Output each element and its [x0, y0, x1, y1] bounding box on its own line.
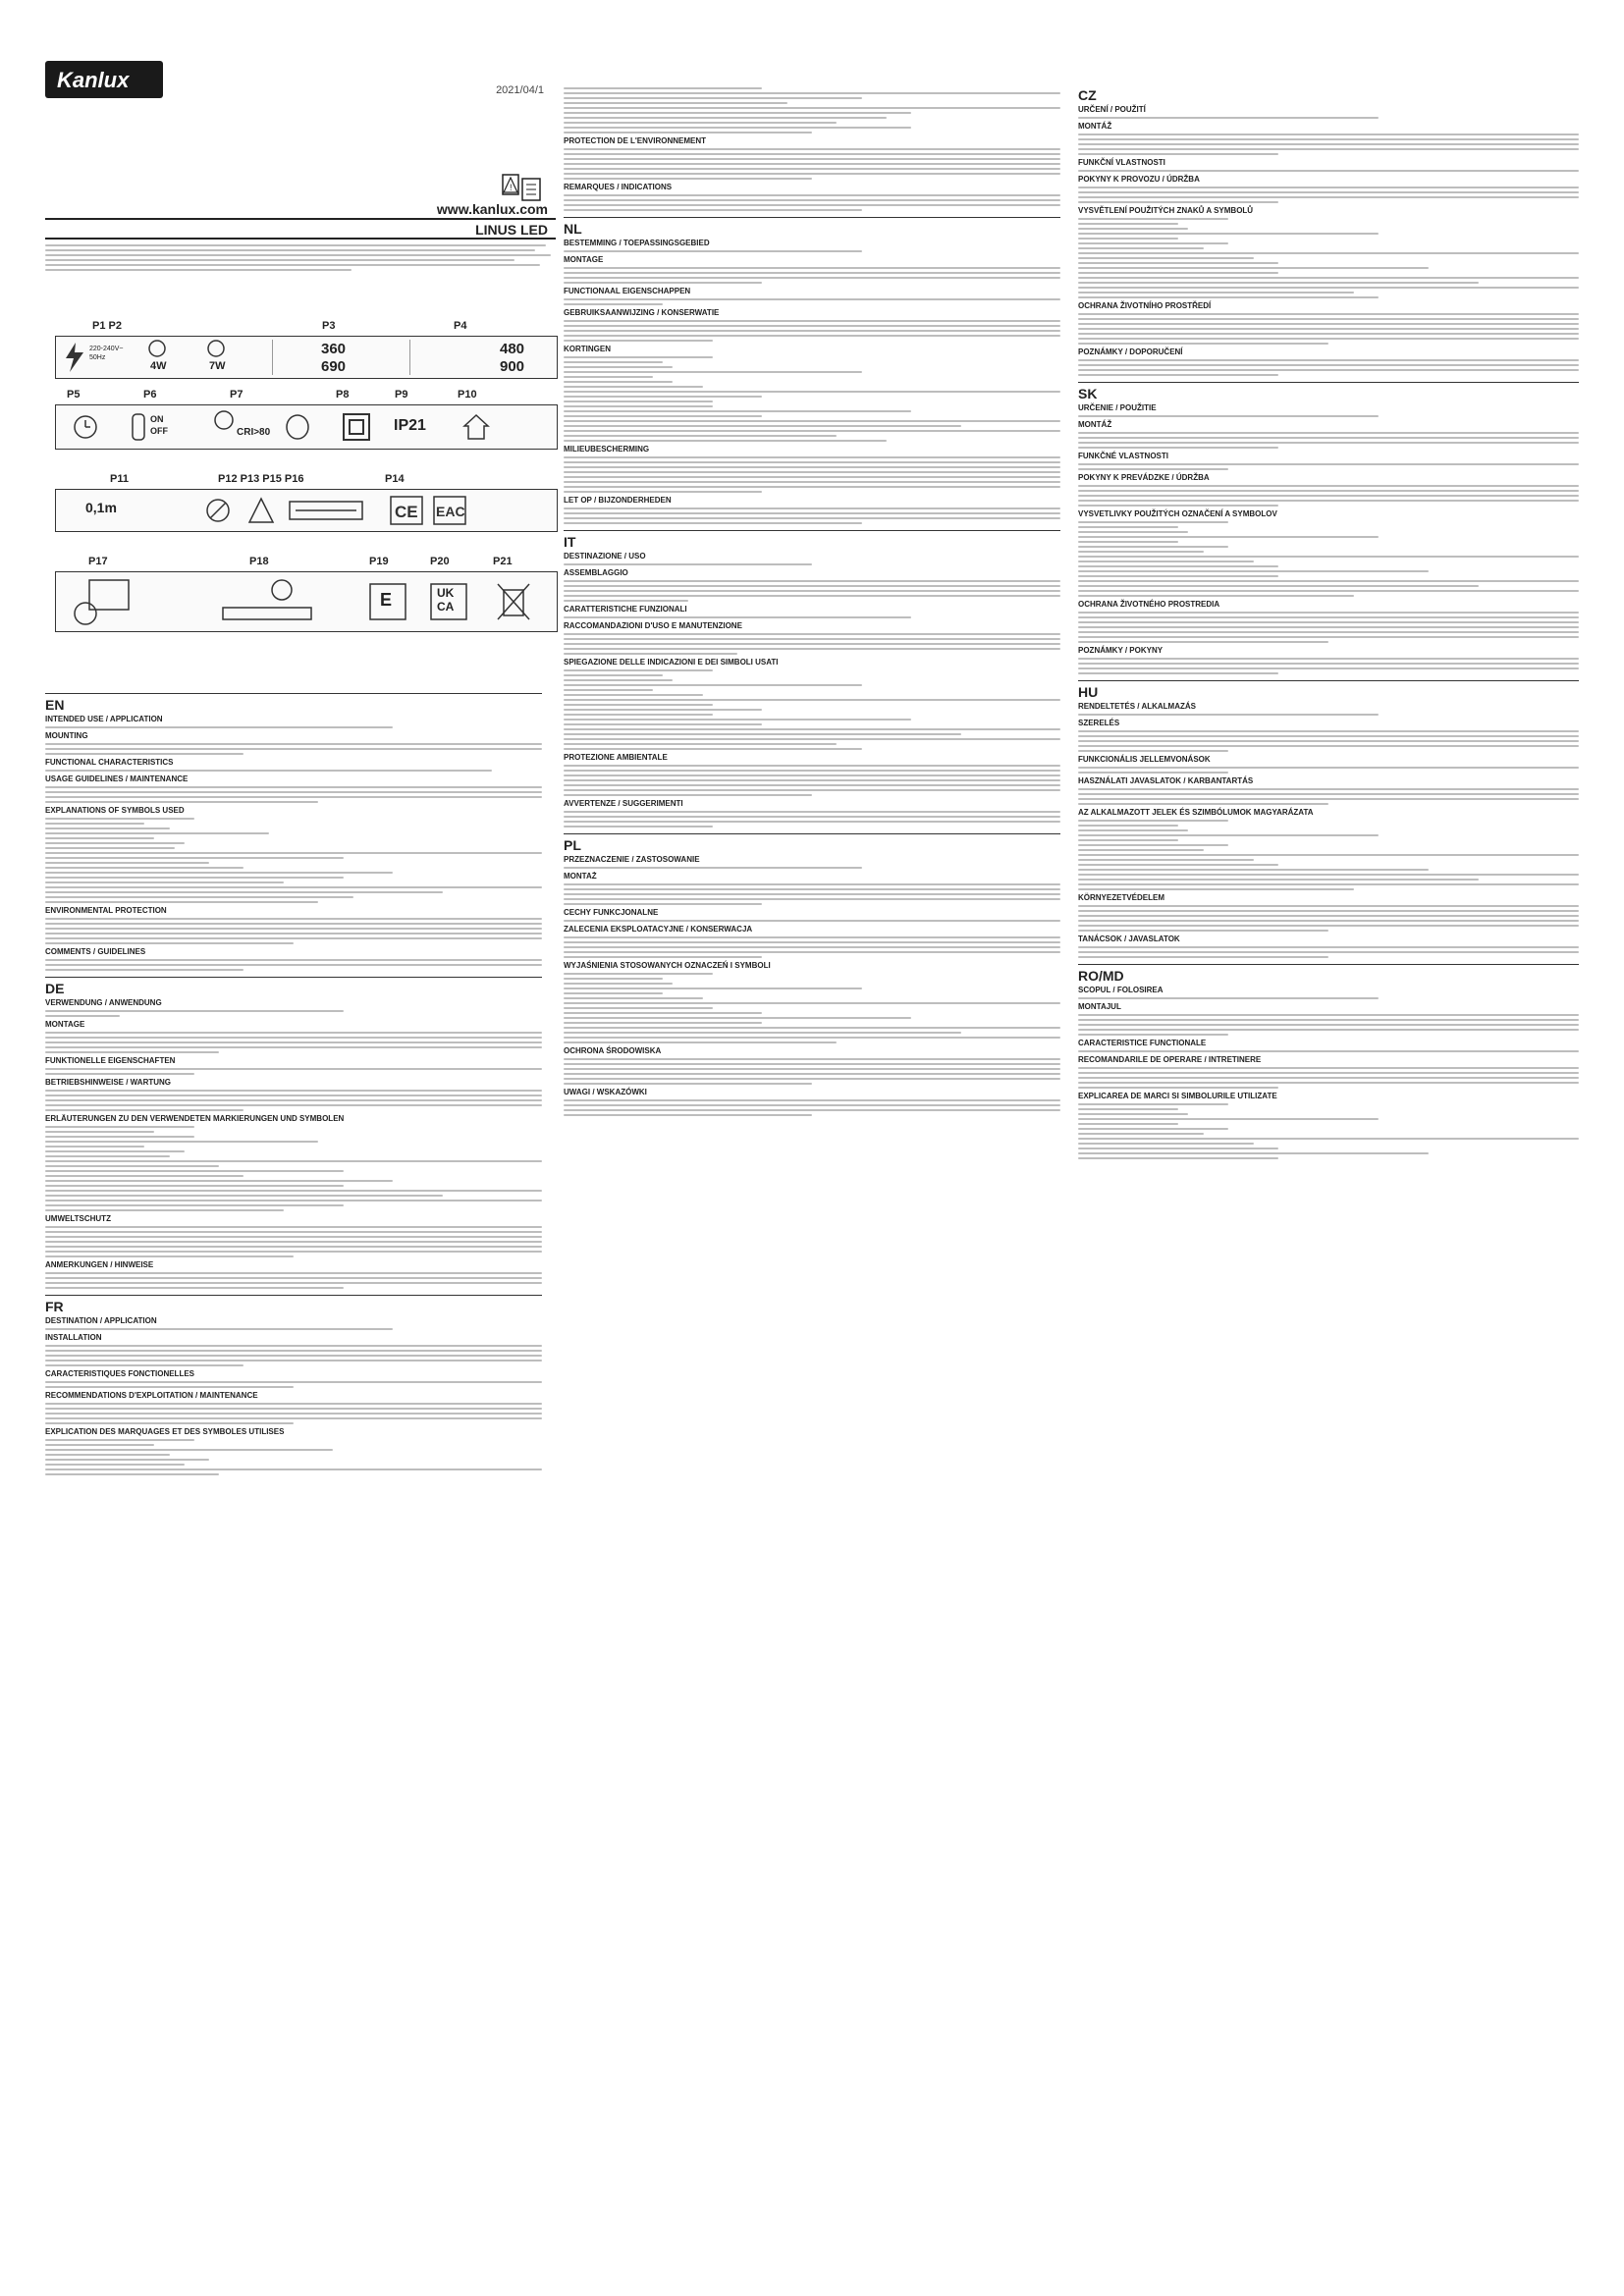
lumen-900: 900 [500, 358, 525, 375]
section-heading: RECOMMENDATIONS D'EXPLOITATION / MAINTENANCE [45, 1391, 258, 1400]
section-heading: FUNKČNÍ VLASTNOSTI [1078, 158, 1165, 167]
divider [45, 238, 556, 240]
section-heading: SZERELÉS [1078, 719, 1120, 727]
lumen-480: 480 [500, 341, 525, 357]
section-heading: ERLÄUTERUNGEN ZU DEN VERWENDETEN MARKIERUNGEN UND SYMBOLEN [45, 1114, 345, 1123]
section-heading: SPIEGAZIONE DELLE INDICAZIONI E DEI SIMBOLI USATI [564, 658, 779, 667]
section-heading: CARACTERISTICE FUNCTIONALE [1078, 1039, 1207, 1047]
sheet-header [45, 61, 556, 689]
section-heading: MONTAGE [45, 1020, 85, 1029]
section-heading: POKYNY K PREVÁDZKE / ÚDRŽBA [1078, 473, 1210, 482]
power-4w: 4W [150, 360, 167, 372]
symbol-label-p11: P11 [110, 473, 129, 485]
document-date: 2021/04/1 [496, 84, 544, 96]
language-heading-hu: HU [1078, 680, 1579, 700]
section-heading: RECOMANDARILE DE OPERARE / INTRETINERE [1078, 1055, 1262, 1064]
section-heading: MONTAŻ [564, 872, 597, 881]
symbol-label-p8: P8 [336, 389, 350, 400]
symbol-label-p7: P7 [230, 389, 244, 400]
voltage-text: 220-240V~ 50Hz [89, 346, 124, 361]
lumen-360: 360 [321, 341, 347, 357]
section-heading: POKYNY K PROVOZU / ÚDRŽBA [1078, 175, 1200, 184]
no-dimming-icon [203, 496, 233, 525]
section-heading: DESTINATION / APPLICATION [45, 1316, 157, 1325]
language-heading-pl: PL [564, 833, 1060, 853]
class-ii-double-insulation-icon [341, 411, 372, 443]
text-column-right [1078, 84, 1579, 1162]
section-heading: COMMENTS / GUIDELINES [45, 947, 146, 956]
symbol-label-p6: P6 [143, 389, 157, 400]
section-heading: URČENÍ / POUŽITÍ [1078, 105, 1146, 114]
section-heading: EXPLICAREA DE MARCI SI SIMBOLURILE UTILIZATE [1078, 1092, 1277, 1100]
ellipse-beam-icon [284, 411, 333, 443]
text-column-left [45, 687, 542, 1478]
cable-connection-icon [288, 496, 366, 525]
section-heading: KORTINGEN [564, 345, 611, 353]
bulb-7w-icon [201, 339, 231, 360]
energy-class-text: E [380, 590, 393, 610]
section-heading: VYSVETLIVKY POUŽITÝCH OZNAČENÍ A SYMBOLOV [1078, 509, 1277, 518]
symbol-label-p19: P19 [369, 556, 389, 567]
lumen-690: 690 [321, 358, 347, 375]
symbol-label-p17: P17 [88, 556, 108, 567]
svg-text:EAC: EAC [436, 504, 465, 519]
section-heading: SCOPUL / FOLOSIREA [1078, 986, 1164, 994]
symbol-strip-power [55, 336, 558, 379]
section-heading: UWAGI / WSKAZÓWKI [564, 1088, 647, 1096]
section-heading: INTENDED USE / APPLICATION [45, 715, 163, 723]
min-distance-text: 0,1m [85, 500, 117, 515]
ce-mark-icon [390, 496, 423, 525]
switch-cycles-icon [129, 411, 148, 443]
symbol-label-p10: P10 [458, 389, 477, 400]
section-heading: MOUNTING [45, 731, 88, 740]
section-heading: RENDELTETÉS / ALKALMAZÁS [1078, 702, 1196, 711]
section-heading: PRZEZNACZENIE / ZASTOSOWANIE [564, 855, 700, 864]
section-heading: WYJAŚNIENIA STOSOWANYCH OZNACZEŃ I SYMBOLI [564, 961, 771, 970]
text-column-middle [564, 84, 1060, 1119]
website-url[interactable]: www.kanlux.com [436, 201, 548, 217]
section-heading: FUNCTIONAAL EIGENSCHAPPEN [564, 287, 691, 295]
symbol-label-p4: P4 [454, 320, 467, 332]
logo-text: Kanlux [57, 68, 130, 92]
language-heading-sk: SK [1078, 382, 1579, 401]
cri-text: CRI>80 [237, 427, 271, 438]
section-heading: OCHRANA ŽIVOTNÉHO PROSTREDIA [1078, 600, 1220, 609]
symbol-label-p20: P20 [430, 556, 450, 567]
symbol-label-p14: P14 [385, 473, 405, 485]
section-heading: REMARQUES / INDICATIONS [564, 183, 673, 191]
language-heading-de: DE [45, 977, 542, 996]
section-heading: INSTALLATION [45, 1333, 102, 1342]
lifetime-clock-icon [70, 411, 101, 443]
section-heading: ENVIRONMENTAL PROTECTION [45, 906, 167, 915]
section-heading: GEBRUIKSAANWIJZING / KONSERWATIE [564, 308, 720, 317]
symbol-label-p21: P21 [493, 556, 513, 567]
section-heading: AVVERTENZE / SUGGERIMENTI [564, 799, 683, 808]
document-code [544, 100, 546, 106]
section-heading: MILIEUBESCHERMING [564, 445, 650, 454]
section-heading: CARACTERISTIQUES FONCTIONELLES [45, 1369, 195, 1378]
eac-mark-icon [433, 496, 466, 525]
divider [45, 218, 556, 220]
section-heading: VYSVĚTLENÍ POUŽITÝCH ZNAKŮ A SYMBOLŮ [1078, 206, 1254, 215]
symbol-label-p18: P18 [249, 556, 269, 567]
indoor-use-house-icon [460, 411, 492, 443]
svg-text:!: ! [510, 183, 513, 192]
language-heading-it: IT [564, 530, 1060, 550]
brand-logo [45, 61, 163, 98]
section-heading: VERWENDUNG / ANWENDUNG [45, 998, 162, 1007]
language-heading-fr: FR [45, 1295, 542, 1314]
luminaire-mounting-icon [217, 576, 335, 627]
section-heading: CARATTERISTICHE FUNZIONALI [564, 605, 687, 614]
ukca-text: UK CA [437, 586, 455, 614]
ip-rating-text: IP21 [394, 417, 426, 434]
section-heading: AZ ALKALMAZOTT JELEK ÉS SZIMBÓLUMOK MAGYARÁZATA [1078, 808, 1314, 817]
led-module-icon [66, 576, 144, 627]
section-heading: FUNKTIONELLE EIGENSCHAFTEN [45, 1056, 176, 1065]
symbol-label-p9: P9 [395, 389, 408, 400]
color-rendering-icon [213, 409, 235, 431]
section-heading: BETRIEBSHINWEISE / WARTUNG [45, 1078, 172, 1087]
section-heading: POZNÁMKY / POKYNY [1078, 646, 1164, 655]
svg-text:CE: CE [395, 503, 418, 521]
section-heading: DESTINAZIONE / USO [564, 552, 646, 561]
lightning-icon [60, 341, 89, 374]
symbol-strip-features [55, 404, 558, 450]
language-heading-en: EN [45, 693, 542, 713]
section-heading: TANÁCSOK / JAVASLATOK [1078, 934, 1180, 943]
section-heading: BESTEMMING / TOEPASSINGSGEBIED [564, 239, 710, 247]
language-heading-nl: NL [564, 217, 1060, 237]
company-addresses [45, 241, 556, 274]
section-heading: CECHY FUNKCJONALNE [564, 908, 659, 917]
section-heading: PROTEZIONE AMBIENTALE [564, 753, 668, 762]
power-7w: 7W [209, 360, 226, 372]
symbol-strip-certification [55, 571, 558, 632]
section-heading: USAGE GUIDELINES / MAINTENANCE [45, 774, 189, 783]
section-heading: KÖRNYEZETVÉDELEM [1078, 893, 1165, 902]
product-title: LINUS LED [475, 222, 548, 238]
section-heading: LET OP / BIJZONDERHEDEN [564, 496, 672, 505]
section-heading: ANMERKUNGEN / HINWEISE [45, 1260, 154, 1269]
bulb-4w-icon [142, 339, 172, 360]
section-heading: OCHRONA ŚRODOWISKA [564, 1046, 662, 1055]
section-heading: FUNKCIONÁLIS JELLEMVONÁSOK [1078, 755, 1211, 764]
language-heading-cz: CZ [1078, 87, 1097, 103]
symbol-label-p5: P5 [67, 389, 81, 400]
symbol-strip-safety [55, 489, 558, 532]
section-heading: MONTAJUL [1078, 1002, 1121, 1011]
symbol-label-p1-p2: P1 P2 [92, 320, 122, 332]
section-heading: URČENIE / POUŽITIE [1078, 403, 1157, 412]
section-heading: RACCOMANDAZIONI D'USO E MANUTENZIONE [564, 621, 742, 630]
warning-triangle-icon [246, 496, 276, 525]
section-heading: MONTÁŽ [1078, 420, 1112, 429]
weee-crossed-bin-icon [494, 580, 533, 623]
section-heading: ASSEMBLAGGIO [564, 568, 628, 577]
section-heading: ZALECENIA EKSPLOATACYJNE / KONSERWACJA [564, 925, 753, 934]
on-off-text: ON OFF [150, 414, 168, 436]
section-heading: UMWELTSCHUTZ [45, 1214, 111, 1223]
language-heading-ro: RO/MD [1078, 964, 1579, 984]
symbol-label-p12-16: P12 P13 P15 P16 [218, 473, 304, 485]
section-heading: OCHRANA ŽIVOTNÍHO PROSTŘEDÍ [1078, 301, 1212, 310]
symbol-label-p3: P3 [322, 320, 336, 332]
section-heading: EXPLICATION DES MARQUAGES ET DES SYMBOLES UTILISES [45, 1427, 285, 1436]
section-heading: HASZNÁLATI JAVASLATOK / KARBANTARTÁS [1078, 776, 1254, 785]
section-heading: FUNKČNÉ VLASTNOSTI [1078, 452, 1168, 460]
section-heading: MONTAGE [564, 255, 604, 264]
section-heading: EXPLANATIONS OF SYMBOLS USED [45, 806, 185, 815]
section-heading: FUNCTIONAL CHARACTERISTICS [45, 758, 174, 767]
section-heading: MONTÁŽ [1078, 122, 1112, 131]
section-heading: PROTECTION DE L'ENVIRONNEMENT [564, 136, 707, 145]
section-heading: POZNÁMKY / DOPORUČENÍ [1078, 347, 1183, 356]
